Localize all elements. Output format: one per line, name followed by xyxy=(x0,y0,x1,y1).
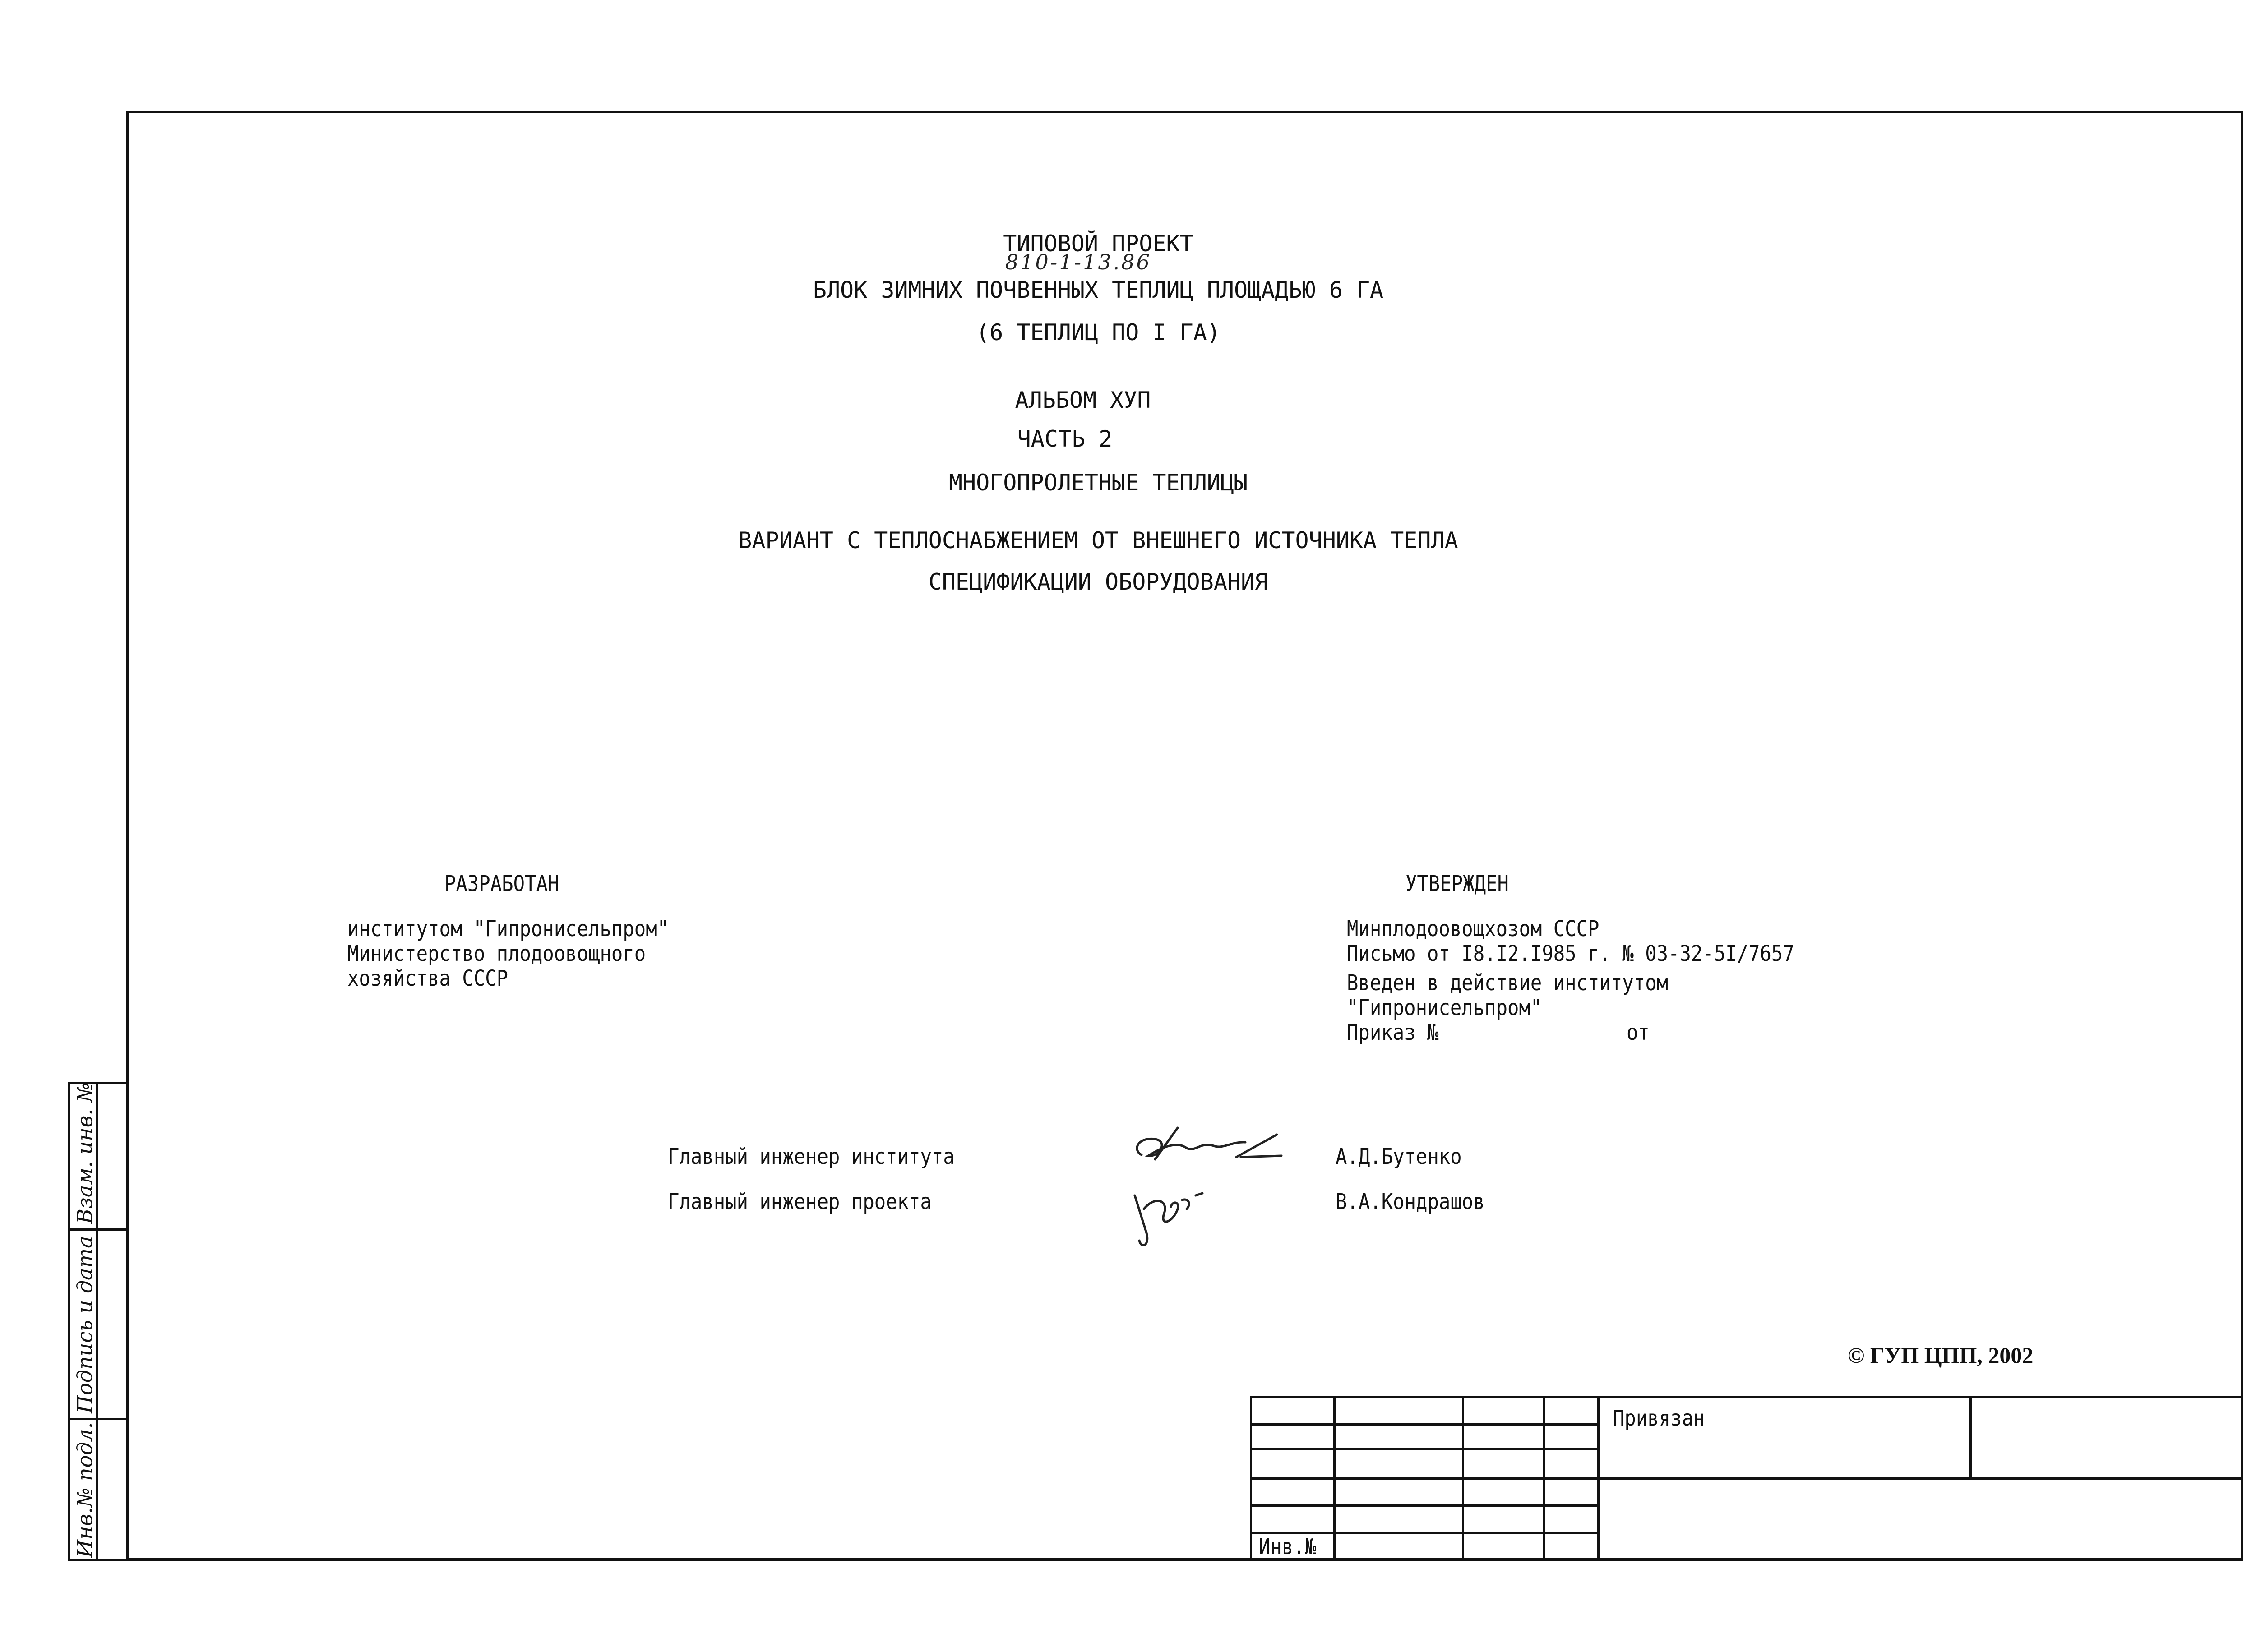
side-label-sign-date: Подпись и дата xyxy=(73,1236,97,1413)
part-label: ЧАСТЬ 2 xyxy=(1017,426,1113,452)
project-title: БЛОК ЗИМНИХ ПОЧВЕННЫХ ТЕПЛИЦ ПЛОЩАДЬЮ 6 ГА xyxy=(813,277,1384,303)
stamp-line xyxy=(1543,1396,1545,1561)
side-label-inv-original: Инв.№ подл. xyxy=(73,1422,97,1558)
approved-line-1: Минплодоовощхозом СССР xyxy=(1347,916,1600,941)
developed-heading: РАЗРАБОТАН xyxy=(444,871,559,896)
project-number-handwritten: 810-1-13.86 xyxy=(1005,250,1151,274)
side-stamp-separator xyxy=(70,1228,129,1231)
signature-chief-project xyxy=(1128,1177,1218,1254)
chief-institute-name: А.Д.Бутенко xyxy=(1336,1144,1462,1169)
stamp-line xyxy=(1462,1396,1464,1561)
stamp-line xyxy=(1250,1396,2242,1398)
side-stamp xyxy=(68,1082,126,1561)
copyright-notice: © ГУП ЦПП, 2002 xyxy=(1848,1343,2034,1368)
subject-label: СПЕЦИФИКАЦИИ ОБОРУДОВАНИЯ xyxy=(928,569,1268,595)
stamp-inv-label: Инв.№ xyxy=(1259,1534,1317,1560)
approved-order-from: от xyxy=(1627,1020,1650,1045)
side-label-replace-inv: Взам. инв. № xyxy=(73,1082,97,1224)
variant-label: ВАРИАНТ С ТЕПЛОСНАБЖЕНИЕМ ОТ ВНЕШНЕГО ИСТОЧНИКА ТЕПЛА xyxy=(738,527,1458,554)
approved-line-4: "Гипронисельпром" xyxy=(1347,995,1542,1020)
chief-institute-label: Главный инженер института xyxy=(668,1144,955,1169)
developed-line-1: институтом "Гипронисельпром" xyxy=(347,916,669,941)
doc-type-heading: ТИПОВОЙ ПРОЕКТ xyxy=(1003,231,1193,257)
chief-project-label: Главный инженер проекта xyxy=(668,1189,932,1214)
approved-heading: УТВЕРЖДЕН xyxy=(1405,871,1509,896)
album-label: АЛЬБОМ ХУП xyxy=(1015,387,1151,413)
stamp-line xyxy=(1250,1477,2242,1480)
developed-line-2: Министерство плодоовощного xyxy=(347,941,646,966)
stamp-linked-label: Привязан xyxy=(1613,1406,1705,1431)
approved-line-2: Письмо от I8.I2.I985 г. № 03-32-5I/7657 xyxy=(1347,941,1794,966)
stamp-line xyxy=(1250,1396,1252,1561)
stamp-line xyxy=(1597,1396,1600,1561)
project-subtitle: (6 ТЕПЛИЦ ПО I ГА) xyxy=(976,319,1220,346)
chief-project-name: В.А.Кондрашов xyxy=(1336,1189,1485,1214)
developed-line-3: хозяйства СССР xyxy=(347,966,509,991)
side-stamp-separator xyxy=(70,1418,129,1420)
section-label: МНОГОПРОЛЕТНЫЕ ТЕПЛИЦЫ xyxy=(948,470,1248,496)
approved-order-label: Приказ № xyxy=(1347,1020,1439,1045)
stamp-line xyxy=(1333,1396,1336,1561)
signature-chief-institute xyxy=(1128,1114,1290,1173)
approved-line-3: Введен в действие институтом xyxy=(1347,970,1669,996)
stamp-line xyxy=(1969,1396,1972,1477)
